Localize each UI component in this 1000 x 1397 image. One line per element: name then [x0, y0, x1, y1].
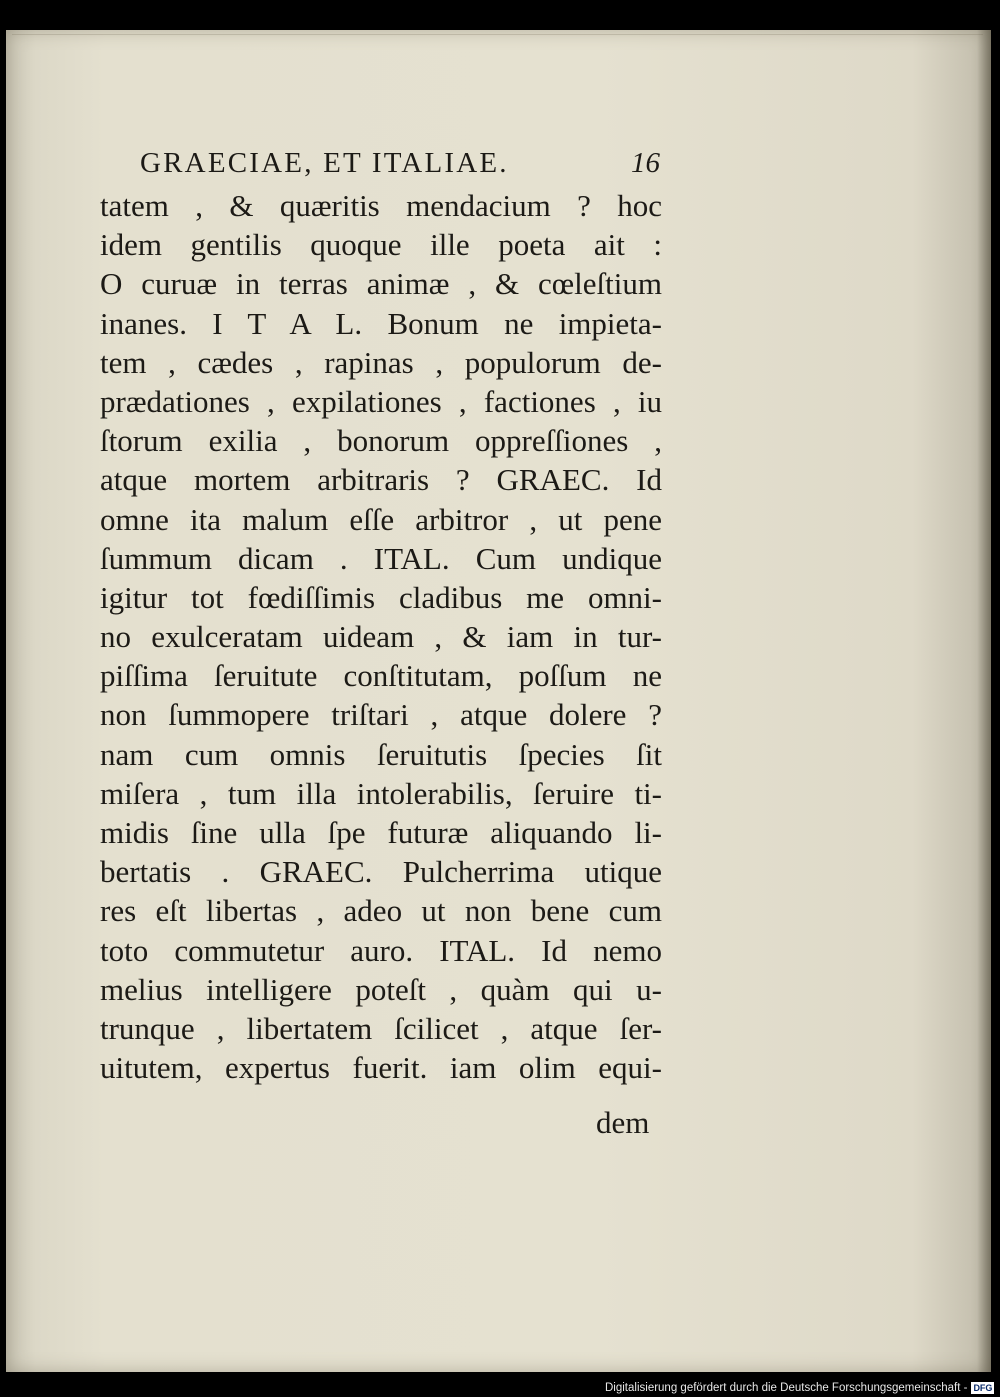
text-line: piſſima ſeruitute conſtitutam, poſſum ne	[100, 658, 662, 694]
text-line: midis ſine ulla ſpe futuræ aliquando li-	[100, 815, 662, 850]
text-line: O curuæ in terras animæ , & cœleſtium	[100, 266, 662, 302]
text-line: igitur tot fœdiſſimis cladibus me omni-	[100, 579, 662, 615]
text-line: melius intelligere poteſt , quàm qui u-	[100, 971, 662, 1007]
page-edge-shadow	[977, 30, 991, 1372]
text-line: bertatis . GRAEC. Pulcherrima utique	[100, 854, 662, 890]
text-line: miſera , tum illa intolerabilis, ſeruire ti-	[100, 775, 662, 811]
text-line: inanes. I T A L. Bonum ne impieta-	[100, 305, 662, 341]
running-header	[140, 147, 660, 180]
text-line: no exulceratam uideam , & iam in tur-	[100, 619, 662, 655]
page-number: 16	[631, 147, 660, 179]
text-line: prædationes , expilationes , factiones , iu	[100, 383, 662, 419]
dfg-logo: DFG	[973, 1383, 993, 1393]
running-header-title: GRAECIAE, ET ITALIAE.	[140, 147, 509, 179]
text-line: trunque , libertatem ſcilicet , atque ſer-	[100, 1010, 662, 1046]
text-line: ſummum dicam . ITAL. Cum undique	[100, 540, 662, 576]
text-line: atque mortem arbitraris ? GRAEC. Id	[100, 462, 662, 498]
text-line: non ſummopere triſtari , atque dolere ?	[100, 697, 662, 733]
text-line: tatem , & quæritis mendacium ? hoc	[100, 188, 662, 223]
text-line: idem gentilis quoque ille poeta ait :	[100, 227, 662, 263]
text-line: nam cum omnis ſeruitutis ſpecies ſit	[100, 736, 662, 772]
body-text	[100, 186, 662, 1087]
text-line: res eſt libertas , adeo ut non bene cum	[100, 893, 662, 929]
text-line: toto commutetur auro. ITAL. Id nemo	[100, 932, 662, 968]
text-line: uitutem, expertus fuerit. iam olim equi-	[100, 1050, 662, 1086]
credit-text: Digitalisierung gefördert durch die Deutsche Forschungsgemeinschaft -	[605, 1382, 968, 1394]
text-line: omne ita malum eſſe arbitror , ut pene	[100, 501, 662, 537]
digitization-credit	[605, 1381, 994, 1395]
text-line: tem , cædes , rapinas , populorum de-	[100, 344, 662, 380]
catchword: dem	[596, 1105, 650, 1140]
text-line: ſtorum exilia , bonorum oppreſſiones ,	[100, 423, 662, 459]
